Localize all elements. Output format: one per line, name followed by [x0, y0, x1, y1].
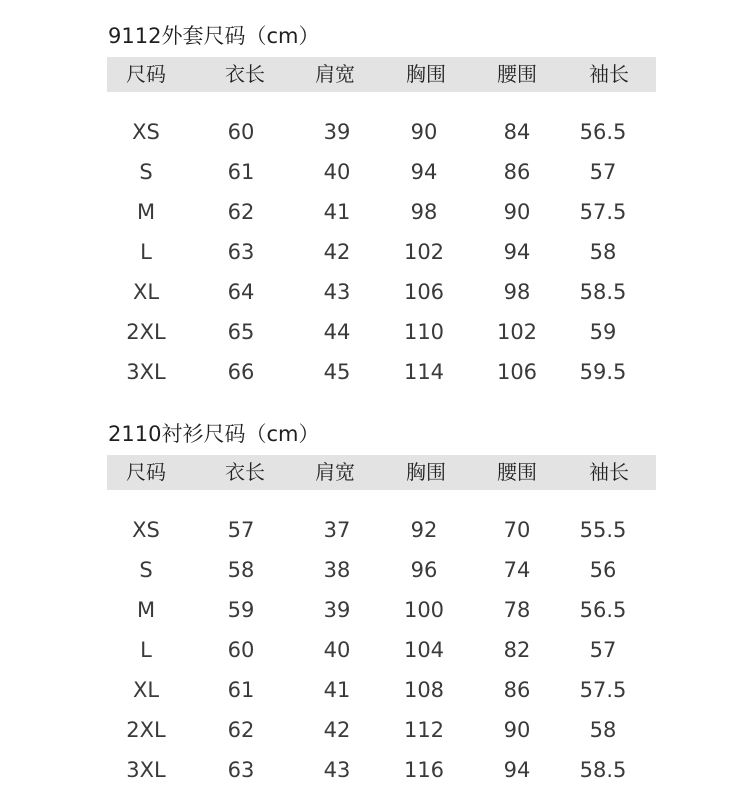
cell-chest: 102: [403, 240, 445, 264]
cell-chest: 104: [403, 638, 445, 662]
cell-sleeve: 56.5: [579, 598, 627, 622]
cell-length: 60: [227, 638, 255, 662]
cell-shoulder: 38: [323, 558, 351, 582]
cell-size: L: [140, 638, 152, 662]
cell-size: M: [136, 598, 156, 622]
cell-length: 57: [227, 518, 255, 542]
cell-waist: 82: [503, 638, 531, 662]
cell-length: 62: [227, 718, 255, 742]
cell-shoulder: 41: [323, 200, 351, 224]
header-cell-waist: 腰围: [497, 62, 537, 86]
cell-length: 66: [227, 360, 255, 384]
header-cell-length: 衣长: [225, 62, 265, 86]
header-cell-shoulder: 肩宽: [315, 62, 355, 86]
cell-chest: 92: [410, 518, 438, 542]
table-row: [0, 352, 750, 392]
cell-chest: 106: [403, 280, 445, 304]
cell-waist: 102: [496, 320, 538, 344]
cell-sleeve: 57.5: [579, 200, 627, 224]
table-row: [0, 550, 750, 590]
table-body: [0, 112, 750, 392]
cell-chest: 96: [410, 558, 438, 582]
cell-sleeve: 55.5: [579, 518, 627, 542]
cell-shoulder: 40: [323, 160, 351, 184]
table-row: [0, 152, 750, 192]
header-cell-size: 尺码: [126, 460, 166, 484]
table-row: [0, 112, 750, 152]
cell-sleeve: 58: [589, 718, 617, 742]
cell-chest: 98: [410, 200, 438, 224]
cell-length: 59: [227, 598, 255, 622]
table-row: [0, 510, 750, 550]
table-header: [107, 455, 656, 490]
cell-waist: 74: [503, 558, 531, 582]
cell-waist: 78: [503, 598, 531, 622]
cell-chest: 94: [410, 160, 438, 184]
table-title: 9112外套尺码（cm）: [108, 24, 320, 48]
header-cell-sleeve: 袖长: [589, 460, 629, 484]
cell-sleeve: 58: [589, 240, 617, 264]
cell-chest: 90: [410, 120, 438, 144]
header-cell-chest: 胸围: [406, 62, 446, 86]
cell-waist: 84: [503, 120, 531, 144]
cell-waist: 86: [503, 678, 531, 702]
table-row: [0, 710, 750, 750]
cell-waist: 94: [503, 758, 531, 782]
cell-shoulder: 43: [323, 758, 351, 782]
cell-length: 60: [227, 120, 255, 144]
header-cell-waist: 腰围: [497, 460, 537, 484]
cell-sleeve: 58.5: [579, 758, 627, 782]
cell-chest: 114: [403, 360, 445, 384]
cell-sleeve: 59.5: [579, 360, 627, 384]
cell-shoulder: 39: [323, 598, 351, 622]
cell-length: 63: [227, 240, 255, 264]
cell-waist: 90: [503, 200, 531, 224]
table-row: [0, 232, 750, 272]
cell-waist: 98: [503, 280, 531, 304]
header-cell-size: 尺码: [126, 62, 166, 86]
cell-shoulder: 43: [323, 280, 351, 304]
cell-sleeve: 57: [589, 160, 617, 184]
cell-chest: 116: [403, 758, 445, 782]
table-body: [0, 510, 750, 790]
cell-sleeve: 59: [589, 320, 617, 344]
cell-shoulder: 41: [323, 678, 351, 702]
cell-shoulder: 39: [323, 120, 351, 144]
cell-waist: 86: [503, 160, 531, 184]
cell-shoulder: 40: [323, 638, 351, 662]
cell-size: 2XL: [126, 718, 166, 742]
cell-waist: 70: [503, 518, 531, 542]
cell-chest: 100: [403, 598, 445, 622]
cell-chest: 112: [403, 718, 445, 742]
cell-sleeve: 57.5: [579, 678, 627, 702]
cell-size: M: [136, 200, 156, 224]
cell-length: 61: [227, 678, 255, 702]
cell-size: XL: [132, 280, 160, 304]
cell-length: 63: [227, 758, 255, 782]
cell-size: XS: [132, 120, 160, 144]
cell-size: XL: [132, 678, 160, 702]
table-title: 2110衬衫尺码（cm）: [108, 422, 320, 446]
table-row: [0, 670, 750, 710]
cell-size: L: [140, 240, 152, 264]
cell-sleeve: 57: [589, 638, 617, 662]
cell-chest: 110: [403, 320, 445, 344]
cell-shoulder: 42: [323, 718, 351, 742]
cell-length: 58: [227, 558, 255, 582]
cell-shoulder: 45: [323, 360, 351, 384]
cell-waist: 90: [503, 718, 531, 742]
cell-chest: 108: [403, 678, 445, 702]
table-header: [107, 57, 656, 92]
cell-shoulder: 42: [323, 240, 351, 264]
cell-sleeve: 58.5: [579, 280, 627, 304]
table-row: [0, 590, 750, 630]
cell-size: XS: [132, 518, 160, 542]
table-row: [0, 272, 750, 312]
table-row: [0, 750, 750, 790]
table-row: [0, 630, 750, 670]
table-row: [0, 192, 750, 232]
cell-shoulder: 37: [323, 518, 351, 542]
cell-size: 3XL: [126, 360, 166, 384]
cell-shoulder: 44: [323, 320, 351, 344]
cell-length: 62: [227, 200, 255, 224]
cell-length: 61: [227, 160, 255, 184]
cell-sleeve: 56.5: [579, 120, 627, 144]
cell-length: 65: [227, 320, 255, 344]
cell-size: S: [139, 160, 153, 184]
cell-length: 64: [227, 280, 255, 304]
table-row: [0, 312, 750, 352]
cell-size: 2XL: [126, 320, 166, 344]
cell-waist: 106: [496, 360, 538, 384]
header-cell-chest: 胸围: [406, 460, 446, 484]
header-cell-sleeve: 袖长: [589, 62, 629, 86]
cell-size: S: [139, 558, 153, 582]
cell-waist: 94: [503, 240, 531, 264]
cell-sleeve: 56: [589, 558, 617, 582]
header-cell-shoulder: 肩宽: [315, 460, 355, 484]
header-cell-length: 衣长: [225, 460, 265, 484]
cell-size: 3XL: [126, 758, 166, 782]
